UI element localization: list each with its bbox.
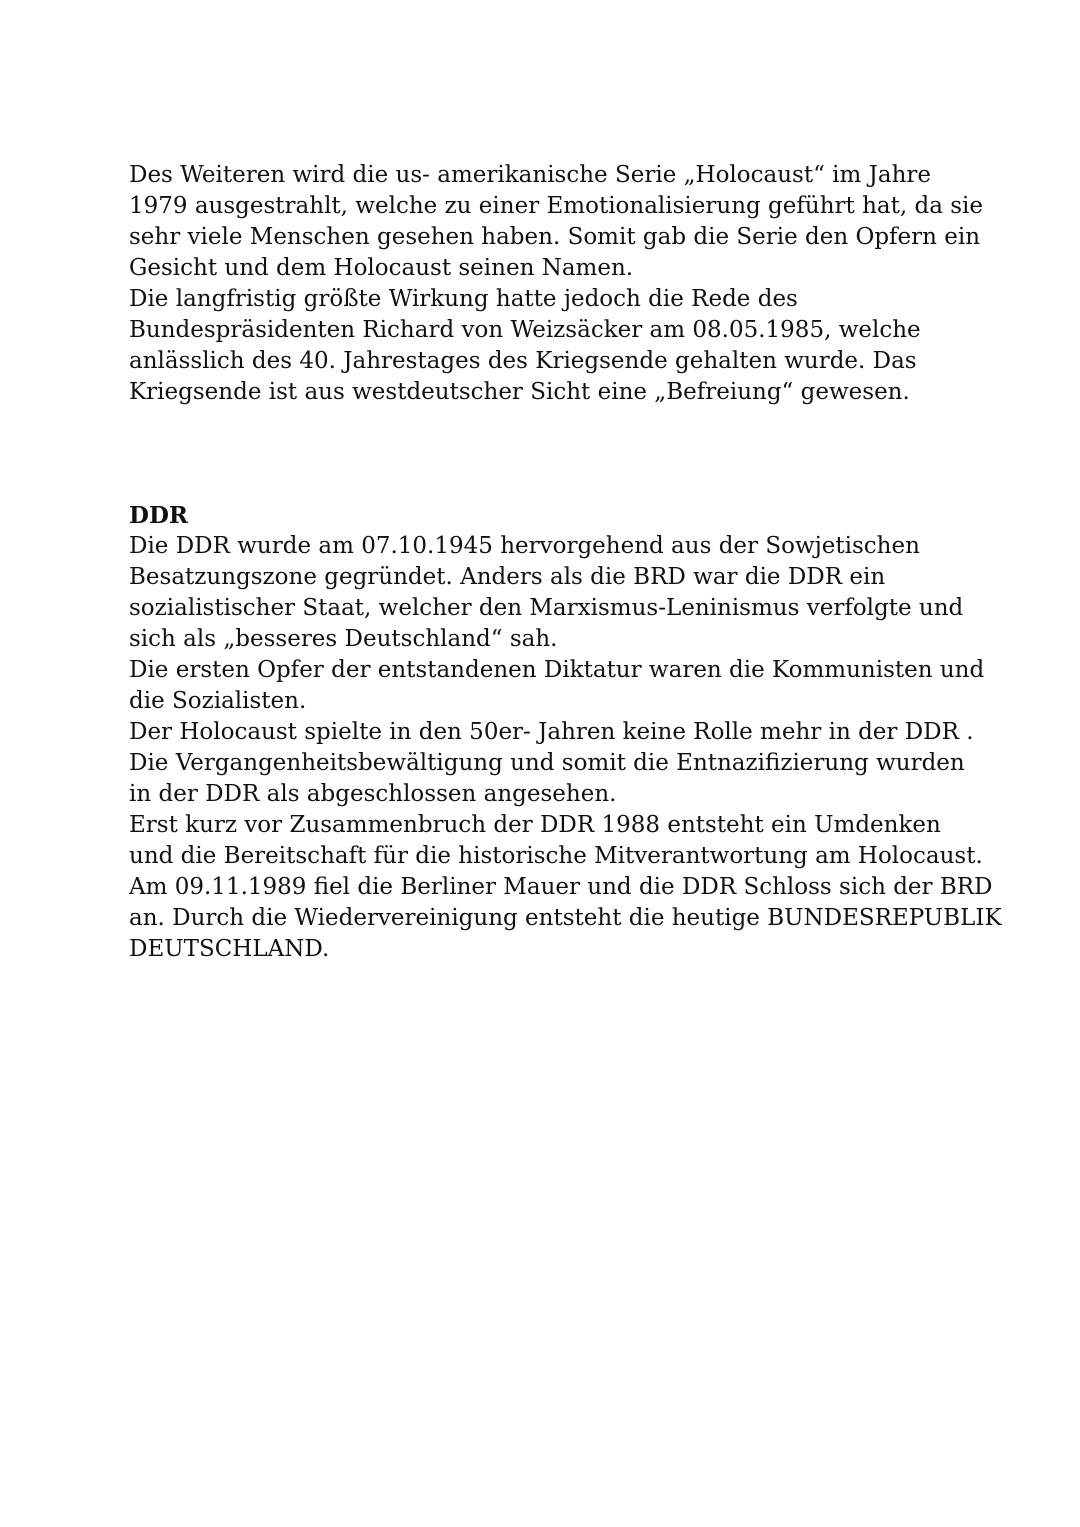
text-line: sehr viele Menschen gesehen haben. Somit gab die Serie den Opfern ein	[129, 224, 981, 250]
text-line: Bundespräsidenten Richard von Weizsäcker am 08.05.1985, welche	[129, 317, 921, 343]
section-heading: DDR	[129, 502, 189, 529]
text-line: Die DDR wurde am 07.10.1945 hervorgehend aus der Sowjetischen	[129, 533, 920, 559]
text-line: sich als „besseres Deutschland“ sah.	[129, 626, 558, 652]
text-line: in der DDR als abgeschlossen angesehen.	[129, 781, 617, 807]
text-line: Die Vergangenheitsbewältigung und somit die Entnazifizierung wurden	[129, 750, 965, 776]
paragraph-holocaust-series	[129, 160, 989, 408]
text-line: Erst kurz vor Zusammenbruch der DDR 1988 entsteht ein Umdenken	[129, 812, 941, 838]
text-line: Am 09.11.1989 fiel die Berliner Mauer und die DDR Schloss sich der BRD	[129, 874, 993, 900]
section-ddr	[129, 500, 1002, 965]
text-line: und die Bereitschaft für die historische Mitverantwortung am Holocaust.	[129, 843, 983, 869]
text-line: anlässlich des 40. Jahrestages des Kriegsende gehalten wurde. Das	[129, 348, 917, 374]
text-line: sozialistischer Staat, welcher den Marxismus-Leninismus verfolgte und	[129, 595, 964, 621]
text-line: Kriegsende ist aus westdeutscher Sicht eine „Befreiung“ gewesen.	[129, 379, 910, 405]
text-line: Der Holocaust spielte in den 50er- Jahren keine Rolle mehr in der DDR .	[129, 719, 974, 745]
text-line: Gesicht und dem Holocaust seinen Namen.	[129, 255, 634, 281]
text-line: Die langfristig größte Wirkung hatte jedoch die Rede des	[129, 286, 798, 312]
text-line: Die ersten Opfer der entstandenen Diktatur waren die Kommunisten und	[129, 657, 985, 683]
text-line: an. Durch die Wiedervereinigung entsteht die heutige BUNDESREPUBLIK	[129, 905, 1002, 931]
text-line: DEUTSCHLAND.	[129, 936, 330, 962]
text-line: Des Weiteren wird die us- amerikanische Serie „Holocaust“ im Jahre	[129, 162, 931, 188]
text-line: die Sozialisten.	[129, 688, 307, 714]
text-line: 1979 ausgestrahlt, welche zu einer Emotionalisierung geführt hat, da sie	[129, 193, 983, 219]
text-line: Besatzungszone gegründet. Anders als die BRD war die DDR ein	[129, 564, 886, 590]
